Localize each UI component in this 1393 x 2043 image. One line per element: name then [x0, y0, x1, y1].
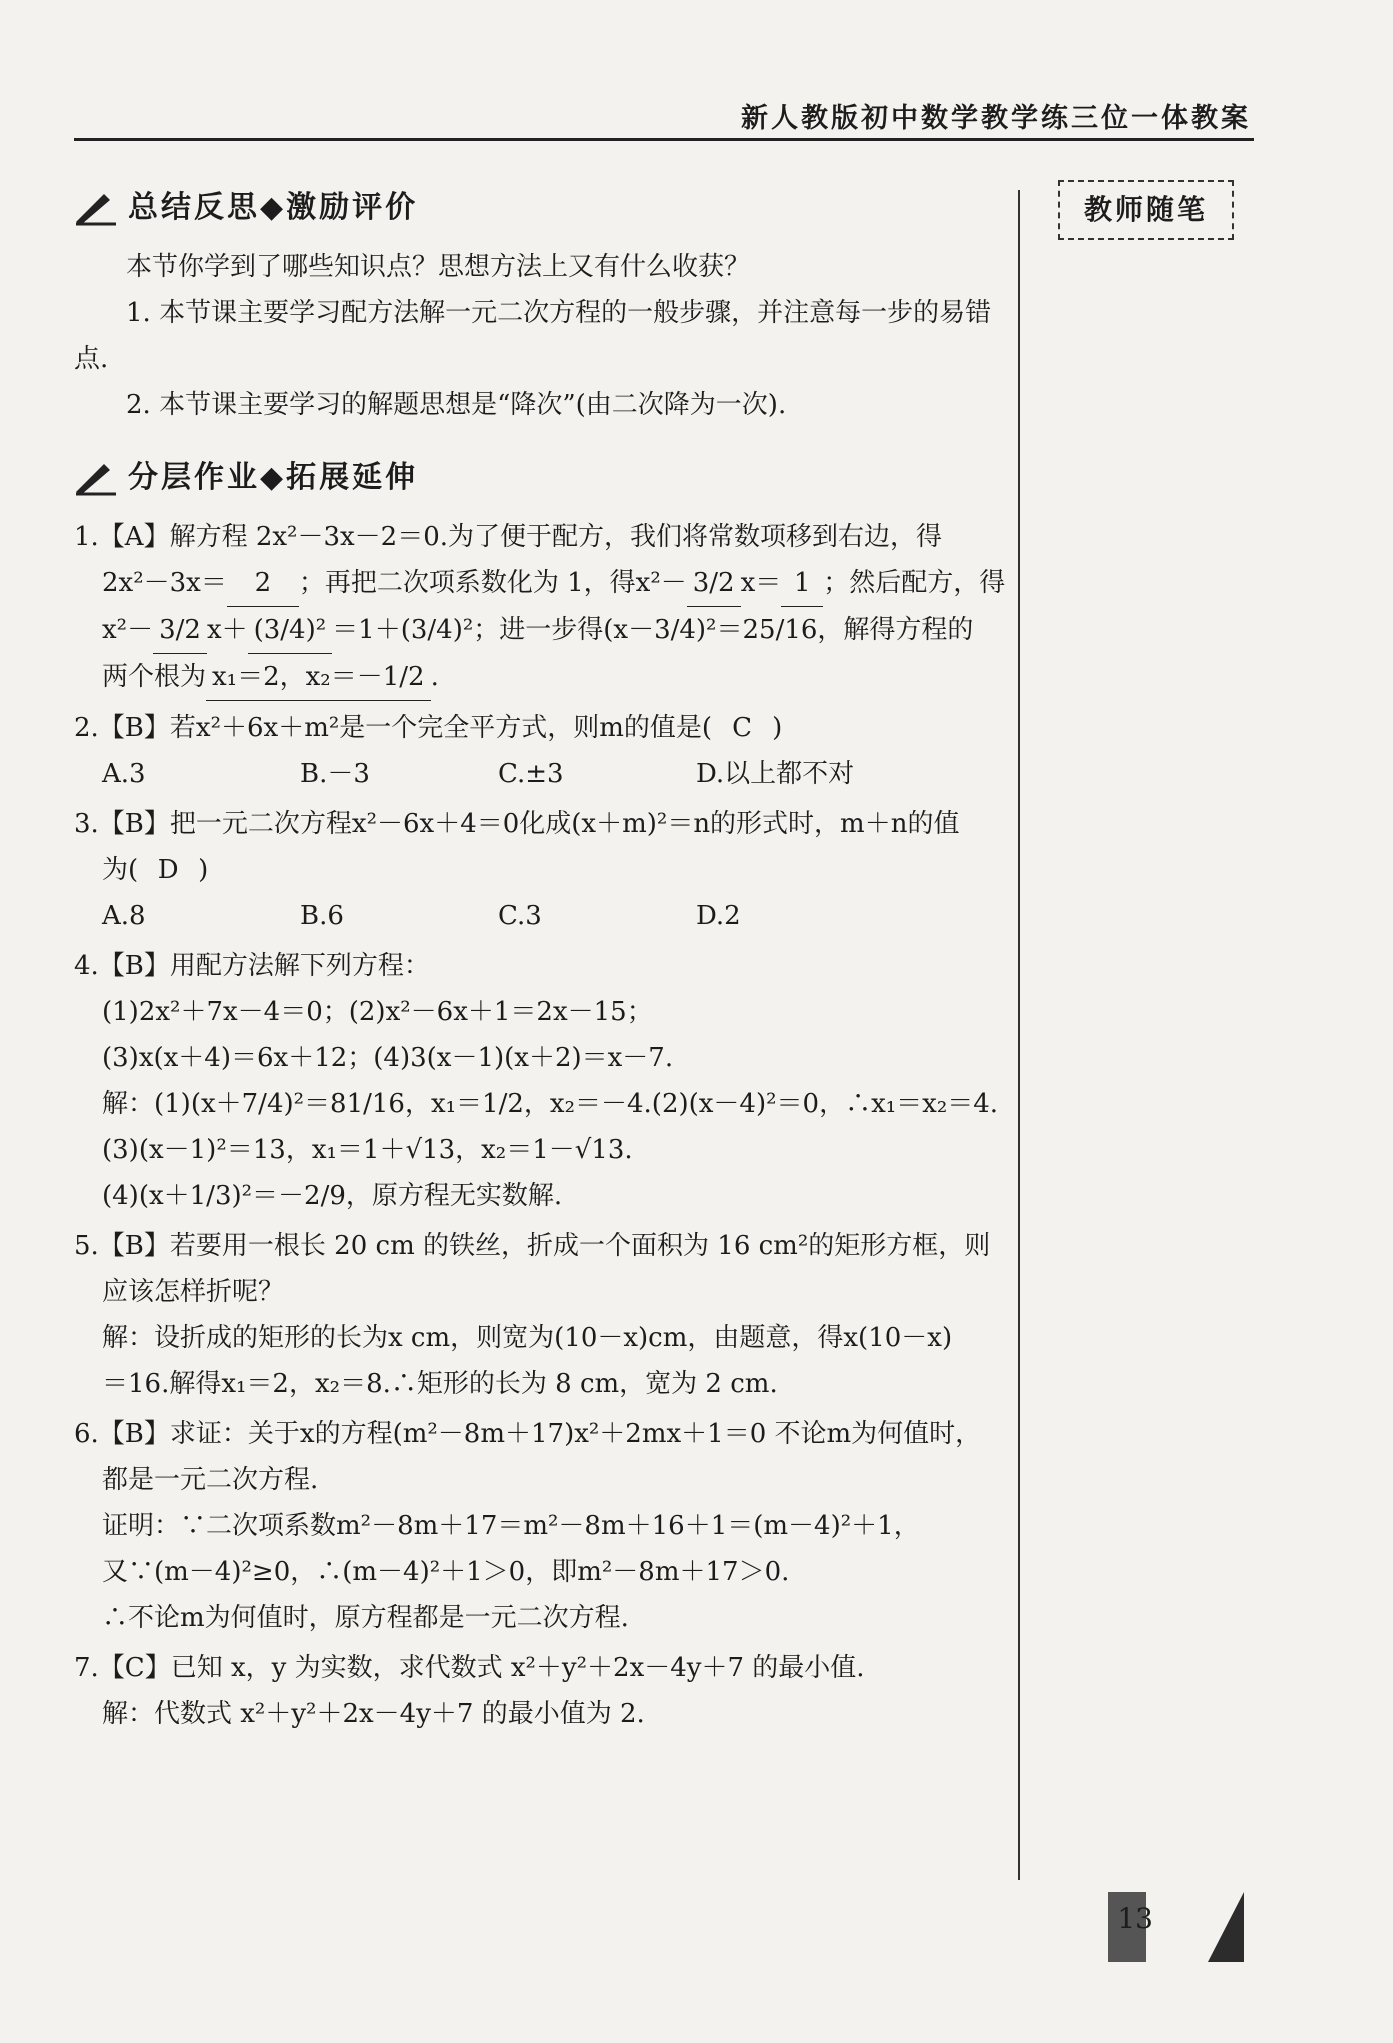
question-1: 1.【A】解方程 2x²－3x－2＝0.为了便于配方，我们将常数项移到右边，得 2x²－3x＝ 2 ；再把二次项系数化为 1，得x²－ 3/2 x＝ 1 ；然后配方，得 x²－ 3/2 x＋ (3/4)² ＝1＋(3/4)²；进一步得(x－3/4)²＝25/16，解得方程的 两个根为 x₁＝2，x₂＝－1/2 . — [74, 514, 1009, 701]
pencil-icon — [74, 460, 118, 496]
question-2: 2.【B】若x²＋6x＋m²是一个完全平方式，则m的值是( C ) A.3 B.－3 C.±3 D.以上都不对 — [74, 705, 1009, 797]
homework-heading: 分层作业◆拓展延伸 — [74, 450, 1009, 506]
answer-choice: D — [157, 855, 179, 885]
options: A.8 B.6 C.3 D.2 — [102, 901, 741, 931]
answer-blank: 1 — [781, 560, 823, 607]
summary-heading: 总结反思◆激励评价 — [74, 180, 1009, 236]
question-3: 3.【B】把一元二次方程x²－6x＋4＝0化成(x＋m)²＝n的形式时，m＋n的值 为( D ) A.8 B.6 C.3 D.2 — [74, 801, 1009, 939]
question-5: 5.【B】若要用一根长 20 cm 的铁丝，折成一个面积为 16 cm²的矩形方框，则 应该怎样折呢？ 解：设折成的矩形的长为x cm，则宽为(10－x)cm，由题意，得x(10－x) ＝16.解得x₁＝2，x₂＝8.∴矩形的长为 8 cm，宽为 2 cm. — [74, 1231, 991, 1399]
pencil-icon — [74, 190, 118, 226]
question-4: 4.【B】用配方法解下列方程： (1)2x²＋7x－4＝0；(2)x²－6x＋1＝2x－15； (3)x(x＋4)＝6x＋12；(4)3(x－1)(x＋2)＝x－7. 解：(1)(x＋7/4)²＝81/16，x₁＝1/2，x₂＝－4.(2)(x－4)²＝0，∴x₁＝x₂＝4. (3)(x－1)²＝13，x₁＝1＋√13，x₂＝1－√13. (4)(x＋1/3)²＝－2/9，原方程无实数解. — [74, 951, 999, 1211]
corner-triangle — [1208, 1892, 1244, 1962]
answer-blank: x₁＝2，x₂＝－1/2 — [206, 654, 431, 701]
answer-blank: 3/2 — [687, 560, 741, 607]
summary-point-2: 2. 本节课主要学习的解题思想是“降次”(由二次降为一次). — [126, 390, 787, 420]
answer-blank: 2 — [227, 560, 299, 607]
summary-point-1: 1. 本节课主要学习配方法解一元二次方程的一般步骤，并注意每一步的易错点. — [74, 298, 992, 374]
main-content — [74, 180, 1009, 1737]
page-number: 13 — [1117, 1902, 1153, 1935]
question-6: 6.【B】求证：关于x的方程(m²－8m＋17)x²＋2mx＋1＝0 不论m为何值时， 都是一元二次方程. 证明：∵二次项系数m²－8m＋17＝m²－8m＋16＋1＝(m－4)²＋1， 又∵(m－4)²≥0，∴(m－4)²＋1＞0，即m²－8m＋17＞0. ∴不论m为何值时，原方程都是一元二次方程. — [74, 1419, 982, 1633]
header-rule — [74, 138, 1254, 141]
header-title: 新人教版初中数学教学练三位一体教案 — [741, 103, 1251, 134]
column-divider — [1018, 190, 1020, 1880]
answer-blank: (3/4)² — [248, 607, 333, 654]
summary-question: 本节你学到了哪些知识点？思想方法上又有什么收获？ — [126, 252, 751, 282]
options: A.3 B.－3 C.±3 D.以上都不对 — [102, 759, 855, 789]
teacher-notes-label: 教师随笔 — [1058, 180, 1234, 240]
answer-choice: C — [732, 713, 753, 743]
question-7: 7.【C】已知 x，y 为实数，求代数式 x²＋y²＋2x－4y＋7 的最小值. 解：代数式 x²＋y²＋2x－4y＋7 的最小值为 2. — [74, 1653, 865, 1729]
answer-blank: 3/2 — [153, 607, 207, 654]
